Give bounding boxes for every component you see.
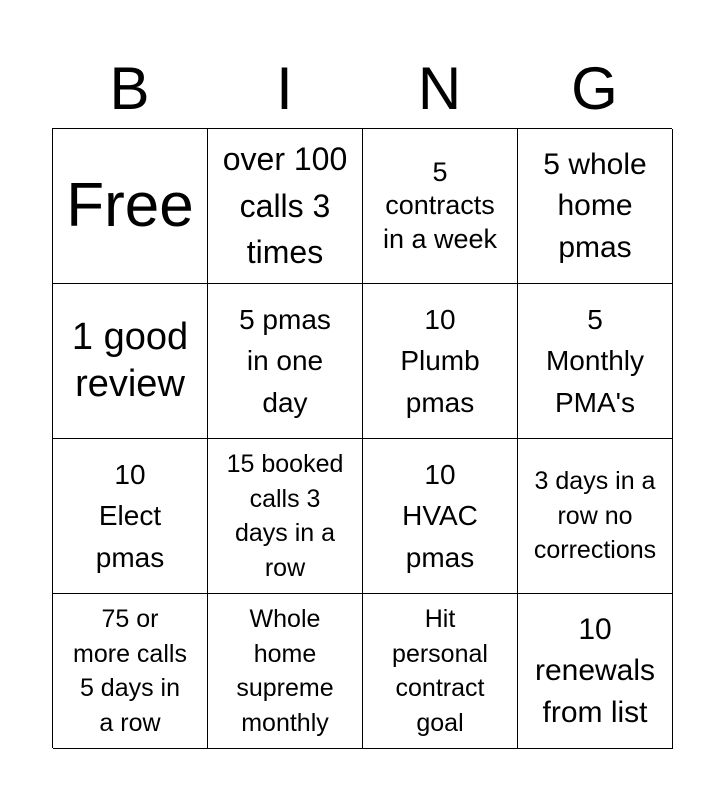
header-letter-i: I <box>276 55 293 122</box>
bingo-cell[interactable]: 1 good review <box>53 284 208 439</box>
bingo-cell[interactable]: 15 booked calls 3 days in a row <box>208 439 363 594</box>
bingo-cell[interactable]: 10 Elect pmas <box>53 439 208 594</box>
bingo-board <box>52 128 672 748</box>
header-letter-b: B <box>109 55 150 122</box>
bingo-cell[interactable]: 75 or more calls 5 days in a row <box>53 594 208 749</box>
bingo-cell[interactable]: 3 days in a row no corrections <box>518 439 673 594</box>
bingo-cell[interactable]: 10 HVAC pmas <box>363 439 518 594</box>
bingo-cell[interactable]: 10 renewals from list <box>518 594 673 749</box>
bingo-cell[interactable]: over 100 calls 3 times <box>208 129 363 284</box>
bingo-cell-free[interactable]: Free <box>53 129 208 284</box>
bingo-cell[interactable]: Hit personal contract goal <box>363 594 518 749</box>
bingo-header <box>52 52 672 126</box>
bingo-cell[interactable]: 5 Monthly PMA's <box>518 284 673 439</box>
bingo-cell[interactable]: 5 whole home pmas <box>518 129 673 284</box>
bingo-cell[interactable]: 5 pmas in one day <box>208 284 363 439</box>
header-letter-n: N <box>417 55 462 122</box>
bingo-cell[interactable]: 5 contracts in a week <box>363 129 518 284</box>
bingo-cell[interactable]: 10 Plumb pmas <box>363 284 518 439</box>
bingo-cell[interactable]: Whole home supreme monthly <box>208 594 363 749</box>
header-letter-g: G <box>571 55 618 122</box>
